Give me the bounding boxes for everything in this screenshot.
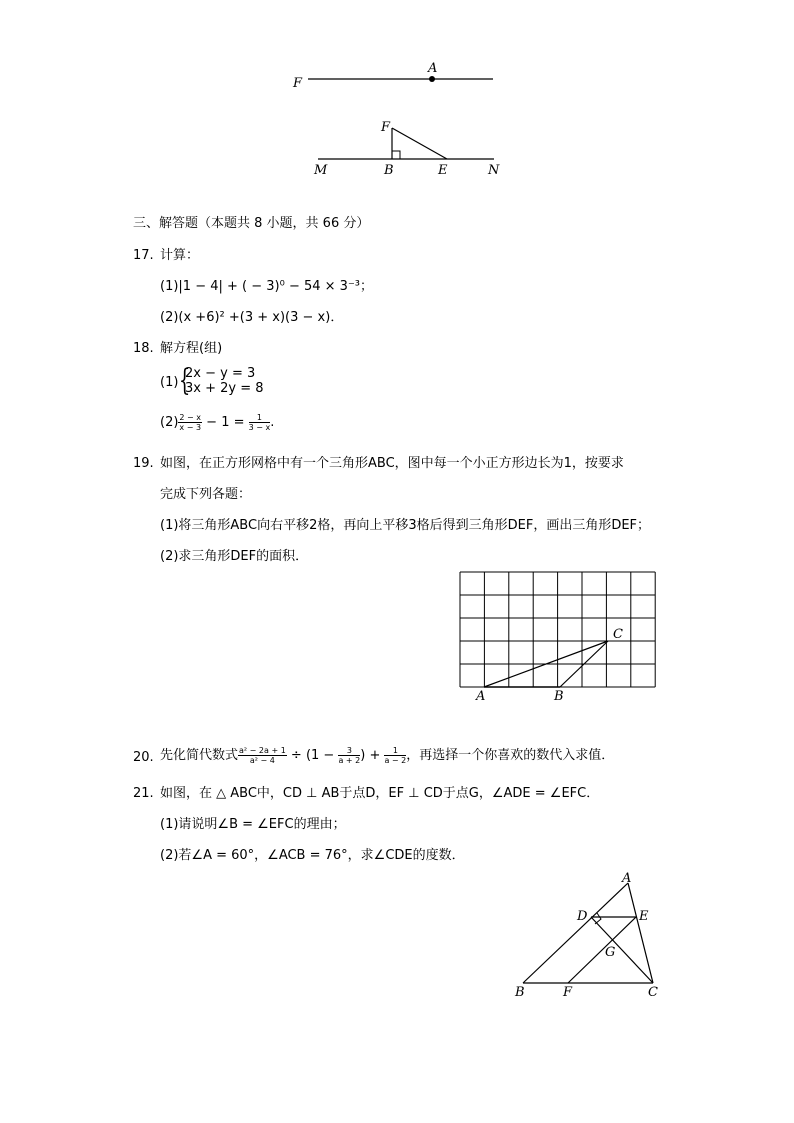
fraction-2-denominator: a + 2 xyxy=(338,756,361,765)
q20-number: 20. xyxy=(133,750,154,765)
label-m: M xyxy=(314,163,328,178)
q19-line1: 如图，在正方形网格中有一个三角形ABC，图中每一个小正方形边长为1，按要求 xyxy=(160,456,624,471)
fraction-1-denominator: a² − 4 xyxy=(249,756,275,765)
segment-ac xyxy=(628,883,653,983)
fraction-2-numerator: 1 xyxy=(249,413,271,423)
q18-part2-middle: − 1 = xyxy=(202,415,249,430)
label-e: E xyxy=(438,163,448,178)
system-brace: { xyxy=(178,363,191,398)
q18-part2-prefix: (2) xyxy=(160,415,179,430)
q19-part2: (2)求三角形DEF的面积． xyxy=(160,549,309,564)
label-f: F xyxy=(293,76,303,91)
q19-part1: (1)将三角形ABC向右平移2格，再向上平移3格后得到三角形DEF，画出三角形DEF； xyxy=(160,518,651,533)
fraction-3-denominator: a − 2 xyxy=(384,756,407,765)
q21-line1: 如图，在 △ ABC中，CD ⊥ AB于点D，EF ⊥ CD于点G，∠ADE = ∠EFC． xyxy=(160,786,600,801)
fraction-1-numerator: a² − 2a + 1 xyxy=(239,746,286,755)
fraction-1-denominator: x − 3 xyxy=(179,423,202,432)
q20-middle-2: ) + xyxy=(360,748,385,763)
fraction-3-numerator: 1 xyxy=(384,746,406,756)
q20-prefix: 先化简代数式 xyxy=(160,748,239,763)
label-e: E xyxy=(639,909,649,924)
q17-title: 计算： xyxy=(160,248,200,263)
q17-number: 17. xyxy=(133,248,154,263)
label-b: B xyxy=(515,985,525,1000)
q21-part1: (1)请说明∠B = ∠EFC的理由； xyxy=(160,817,346,832)
label-f: F xyxy=(381,120,391,135)
q19-line2: 完成下列各题： xyxy=(160,487,252,502)
q18-title: 解方程(组) xyxy=(160,341,223,356)
q20-suffix: ，再选择一个你喜欢的数代入求值． xyxy=(406,748,615,763)
fraction-2-numerator: 3 xyxy=(338,746,360,756)
q17-part2: (2)(x +6)² +(3 + x)(3 − x)． xyxy=(160,310,344,325)
label-c: C xyxy=(648,985,658,1000)
fraction-1-numerator: 2 − x xyxy=(179,413,202,422)
q17-part1: (1)|1 − 4| + ( − 3)⁰ − 54 × 3⁻³； xyxy=(160,279,374,294)
q21-number: 21. xyxy=(133,786,154,801)
q18-number: 18. xyxy=(133,341,154,356)
label-n: N xyxy=(488,163,500,178)
q18-equation1: 2x − y = 3 xyxy=(185,366,256,381)
label-a: A xyxy=(622,871,632,886)
grid-label-b: B xyxy=(554,689,564,704)
q18-part2-end: . xyxy=(270,415,275,430)
label-a: A xyxy=(428,61,438,76)
q20-middle-1: ÷ (1 − xyxy=(286,748,339,763)
fraction-2-denominator: 3 − x xyxy=(248,423,271,432)
section-heading: 三、解答题（本题共 8 小题，共 66 分） xyxy=(133,216,370,231)
segment-ef xyxy=(568,917,636,983)
segment-dc xyxy=(591,917,653,983)
label-g: G xyxy=(605,945,616,960)
grid-label-a: A xyxy=(476,689,486,704)
q21-part2: (2)若∠A = 60°，∠ACB = 76°，求∠CDE的度数． xyxy=(160,848,465,863)
label-b: B xyxy=(384,163,394,178)
q18-part1-prefix: (1) xyxy=(160,375,179,390)
grid-label-c: C xyxy=(613,627,623,642)
label-d: D xyxy=(577,909,588,924)
q19-number: 19. xyxy=(133,456,154,471)
q18-equation2: 3x + 2y = 8 xyxy=(185,381,264,396)
label-f: F xyxy=(563,985,573,1000)
segment-ab xyxy=(523,883,628,983)
